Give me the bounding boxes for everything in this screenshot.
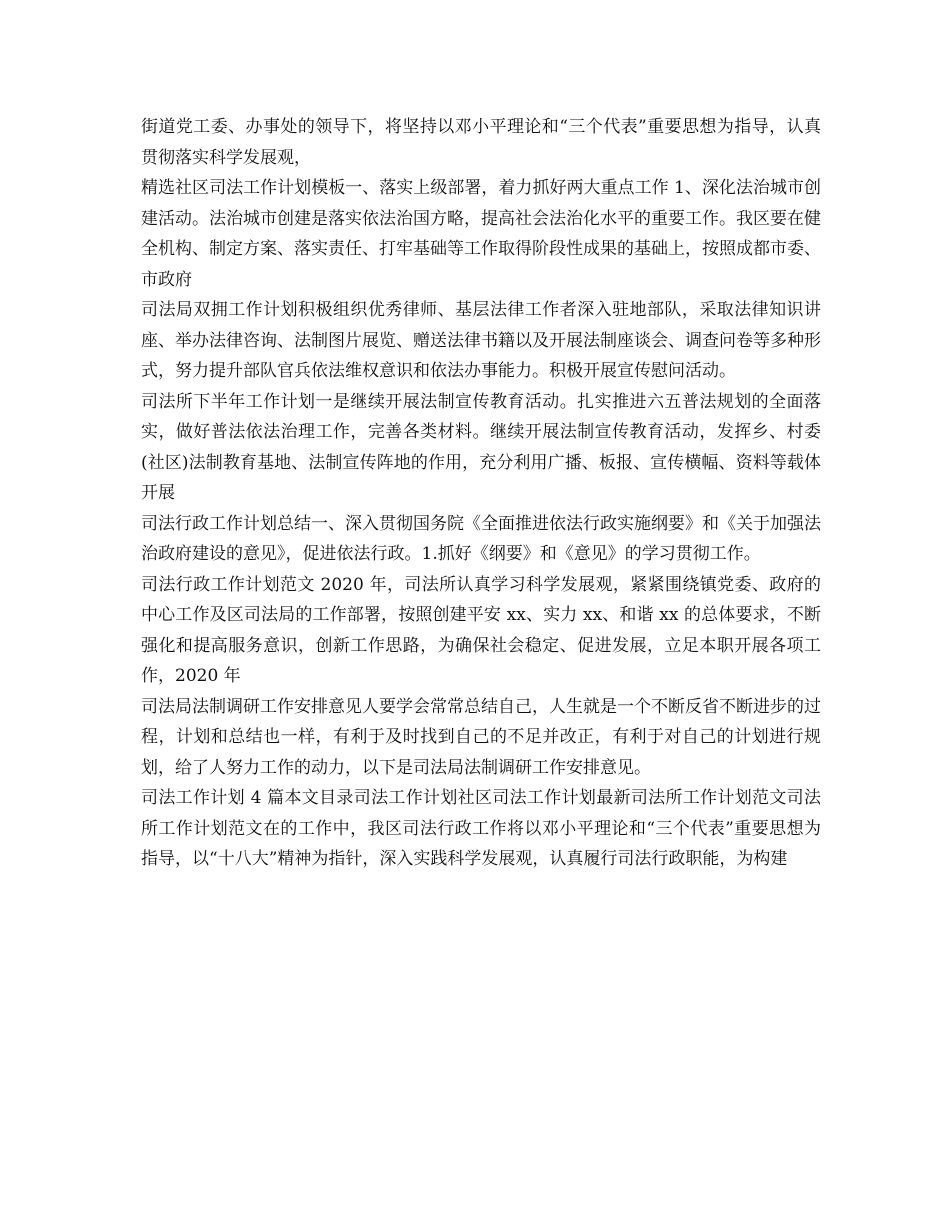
paragraph-1: 街道党工委、办事处的领导下，将坚持以邓小平理论和“三个代表”重要思想为指导，认真贯彻落实科学发展观， bbox=[141, 117, 821, 168]
paragraph-7: 司法局法制调研工作安排意见人要学会常常总结自己，人生就是一个不断反省不断进步的过程，计划和总结也一样，有利于及时找到自己的不足并改正，有利于对自己的计划进行规划，给了人努力工作的动力，以下是司法局法制调研工作安排意见。 bbox=[141, 696, 821, 778]
paragraph-8: 司法工作计划 4 篇本文目录司法工作计划社区司法工作计划最新司法所工作计划范文司法所工作计划范文在的工作中，我区司法行政工作将以邓小平理论和“三个代表”重要思想为指导，以“十八大”精神为指针，深入实践科学发展观，认真履行司法行政职能，为构建 bbox=[141, 788, 821, 869]
paragraph-3: 司法局双拥工作计划积极组织优秀律师、基层法律工作者深入驻地部队，采取法律知识讲座、举办法律咨询、法制图片展览、赠送法律书籍以及开展法制座谈会、调查问卷等多种形式，努力提升部队官兵依法维权意识和依法办事能力。积极开展宣传慰问活动。 bbox=[141, 300, 821, 381]
document-body bbox=[141, 112, 821, 875]
paragraph-4: 司法所下半年工作计划一是继续开展法制宣传教育活动。扎实推进六五普法规划的全面落实，做好普法依法治理工作，完善各类材料。继续开展法制宣传教育活动，发挥乡、村委(社区)法制教育基地、法制宣传阵地的作用，充分利用广播、板报、宣传横幅、资料等载体开展 bbox=[141, 391, 821, 503]
paragraph-2: 精选社区司法工作计划模板一、落实上级部署，着力抓好两大重点工作 1、深化法治城市创建活动。法治城市创建是落实依法治国方略，提高社会法治化水平的重要工作。我区要在健全机构、制定方案、落实责任、打牢基础等工作取得阶段性成果的基础上，按照成都市委、市政府 bbox=[141, 178, 821, 290]
paragraph-5: 司法行政工作计划总结一、深入贯彻国务院《全面推进依法行政实施纲要》和《关于加强法治政府建设的意见》，促进依法行政。1.抓好《纲要》和《意见》的学习贯彻工作。 bbox=[141, 513, 821, 564]
paragraph-6: 司法行政工作计划范文 2020 年，司法所认真学习科学发展观，紧紧围绕镇党委、政府的中心工作及区司法局的工作部署，按照创建平安 xx、实力 xx、和谐 xx 的总体要求，不断强化和提高服务意识，创新工作思路，为确保社会稳定、促进发展，立足本职开展各项工作，2020 年 bbox=[141, 574, 821, 686]
